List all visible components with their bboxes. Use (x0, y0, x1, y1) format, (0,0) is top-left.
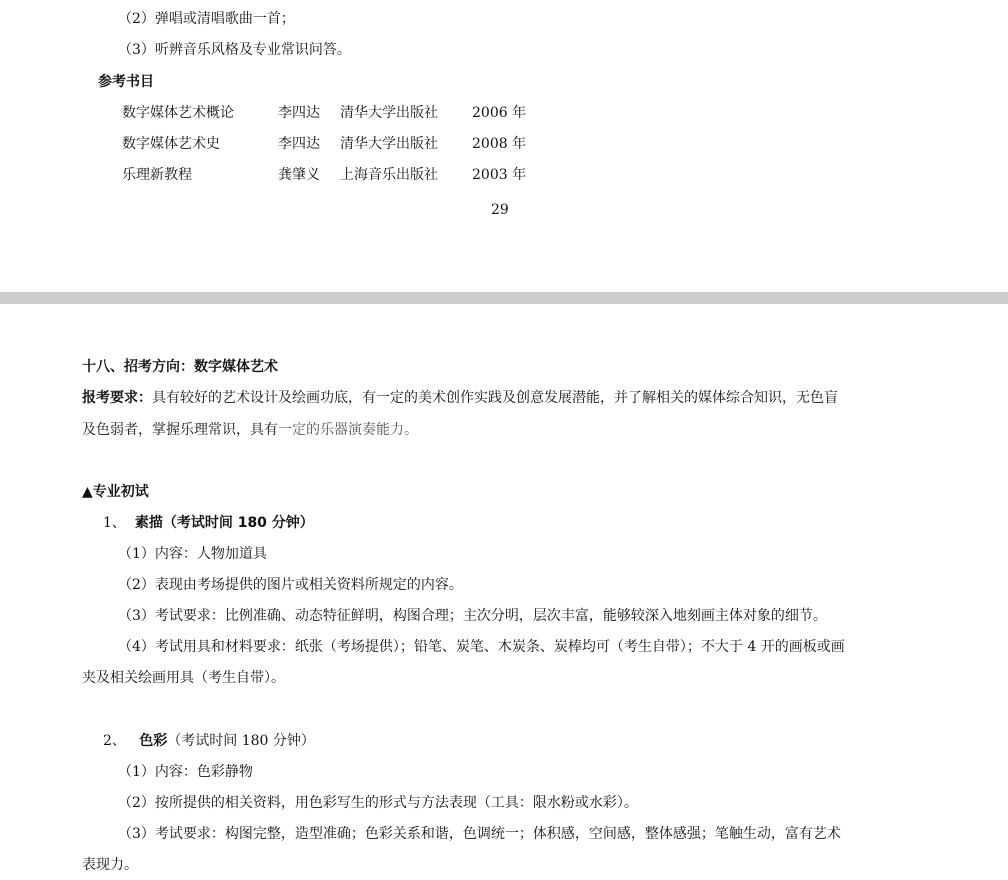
book-author: 李四达 (278, 105, 320, 121)
requirement-paragraph (82, 388, 838, 408)
section-heading: 十八、招考方向：数字媒体艺术 (82, 359, 278, 375)
book-publisher: 清华大学出版社 (340, 105, 438, 121)
item-title-bold: 色彩 (139, 733, 168, 749)
text-line: （3）考试要求：构图完整，造型准确；色彩关系和谐，色调统一；体积感，空间感，整体感强；笔触生动，富有艺术 (118, 826, 841, 842)
exam-heading: ▲专业初试 (82, 484, 149, 500)
item-number: 2、 (103, 733, 126, 749)
book-publisher: 上海音乐出版社 (340, 167, 438, 183)
text-line: 表现力。 (82, 857, 138, 873)
item-heading (103, 731, 315, 751)
requirement-text-gray: 一定的乐器演奏能力。 (278, 422, 418, 438)
item-heading (103, 513, 314, 533)
text-line: （2）弹唱或清唱歌曲一首； (118, 11, 295, 27)
page-separator (0, 292, 1008, 304)
book-publisher: 清华大学出版社 (340, 136, 438, 152)
book-title: 数字媒体艺术史 (122, 136, 220, 152)
book-title: 乐理新教程 (122, 167, 192, 183)
previous-page (0, 0, 1008, 292)
references-heading: 参考书目 (98, 74, 154, 90)
text-line: （3）听辨音乐风格及专业常识问答。 (118, 42, 351, 58)
requirement-paragraph-cont (82, 420, 418, 440)
text-line: （2）按所提供的相关资料，用色彩写生的形式与方法表现（工具：限水粉或水彩）。 (118, 795, 638, 811)
requirement-text: 具有较好的艺术设计及绘画功底，有一定的美术创作实践及创意发展潜能，并了解相关的媒体综合知识，无色盲 (152, 390, 838, 406)
book-year: 2003 年 (472, 167, 527, 183)
item-title: 素描（考试时间 180 分钟） (134, 515, 314, 531)
book-year: 2006 年 (472, 105, 527, 121)
book-author: 李四达 (278, 136, 320, 152)
book-author: 龚肇义 (278, 167, 320, 183)
book-year: 2008 年 (472, 136, 527, 152)
requirement-label: 报考要求： (82, 390, 152, 406)
requirement-text: 及色弱者，掌握乐理常识，具有 (82, 422, 278, 438)
text-line: （1）内容：人物加道具 (118, 546, 267, 562)
page-number: 29 (491, 202, 509, 218)
book-title: 数字媒体艺术概论 (122, 105, 234, 121)
text-line: （4）考试用具和材料要求：纸张（考场提供）；铅笔、炭笔、木炭条、炭棒均可（考生自带）；不大于 4 开的画板或画 (118, 639, 845, 655)
text-line: （1）内容：色彩静物 (118, 764, 253, 780)
text-line: （3）考试要求：比例准确、动态特征鲜明，构图合理；主次分明，层次丰富，能够较深入地刻画主体对象的细节。 (118, 608, 827, 624)
item-title-rest: （考试时间 180 分钟） (167, 733, 315, 749)
text-line: （2）表现由考场提供的图片或相关资料所规定的内容。 (118, 577, 463, 593)
item-number: 1、 (103, 515, 126, 531)
text-line: 夹及相关绘画用具（考生自带）。 (82, 670, 285, 686)
